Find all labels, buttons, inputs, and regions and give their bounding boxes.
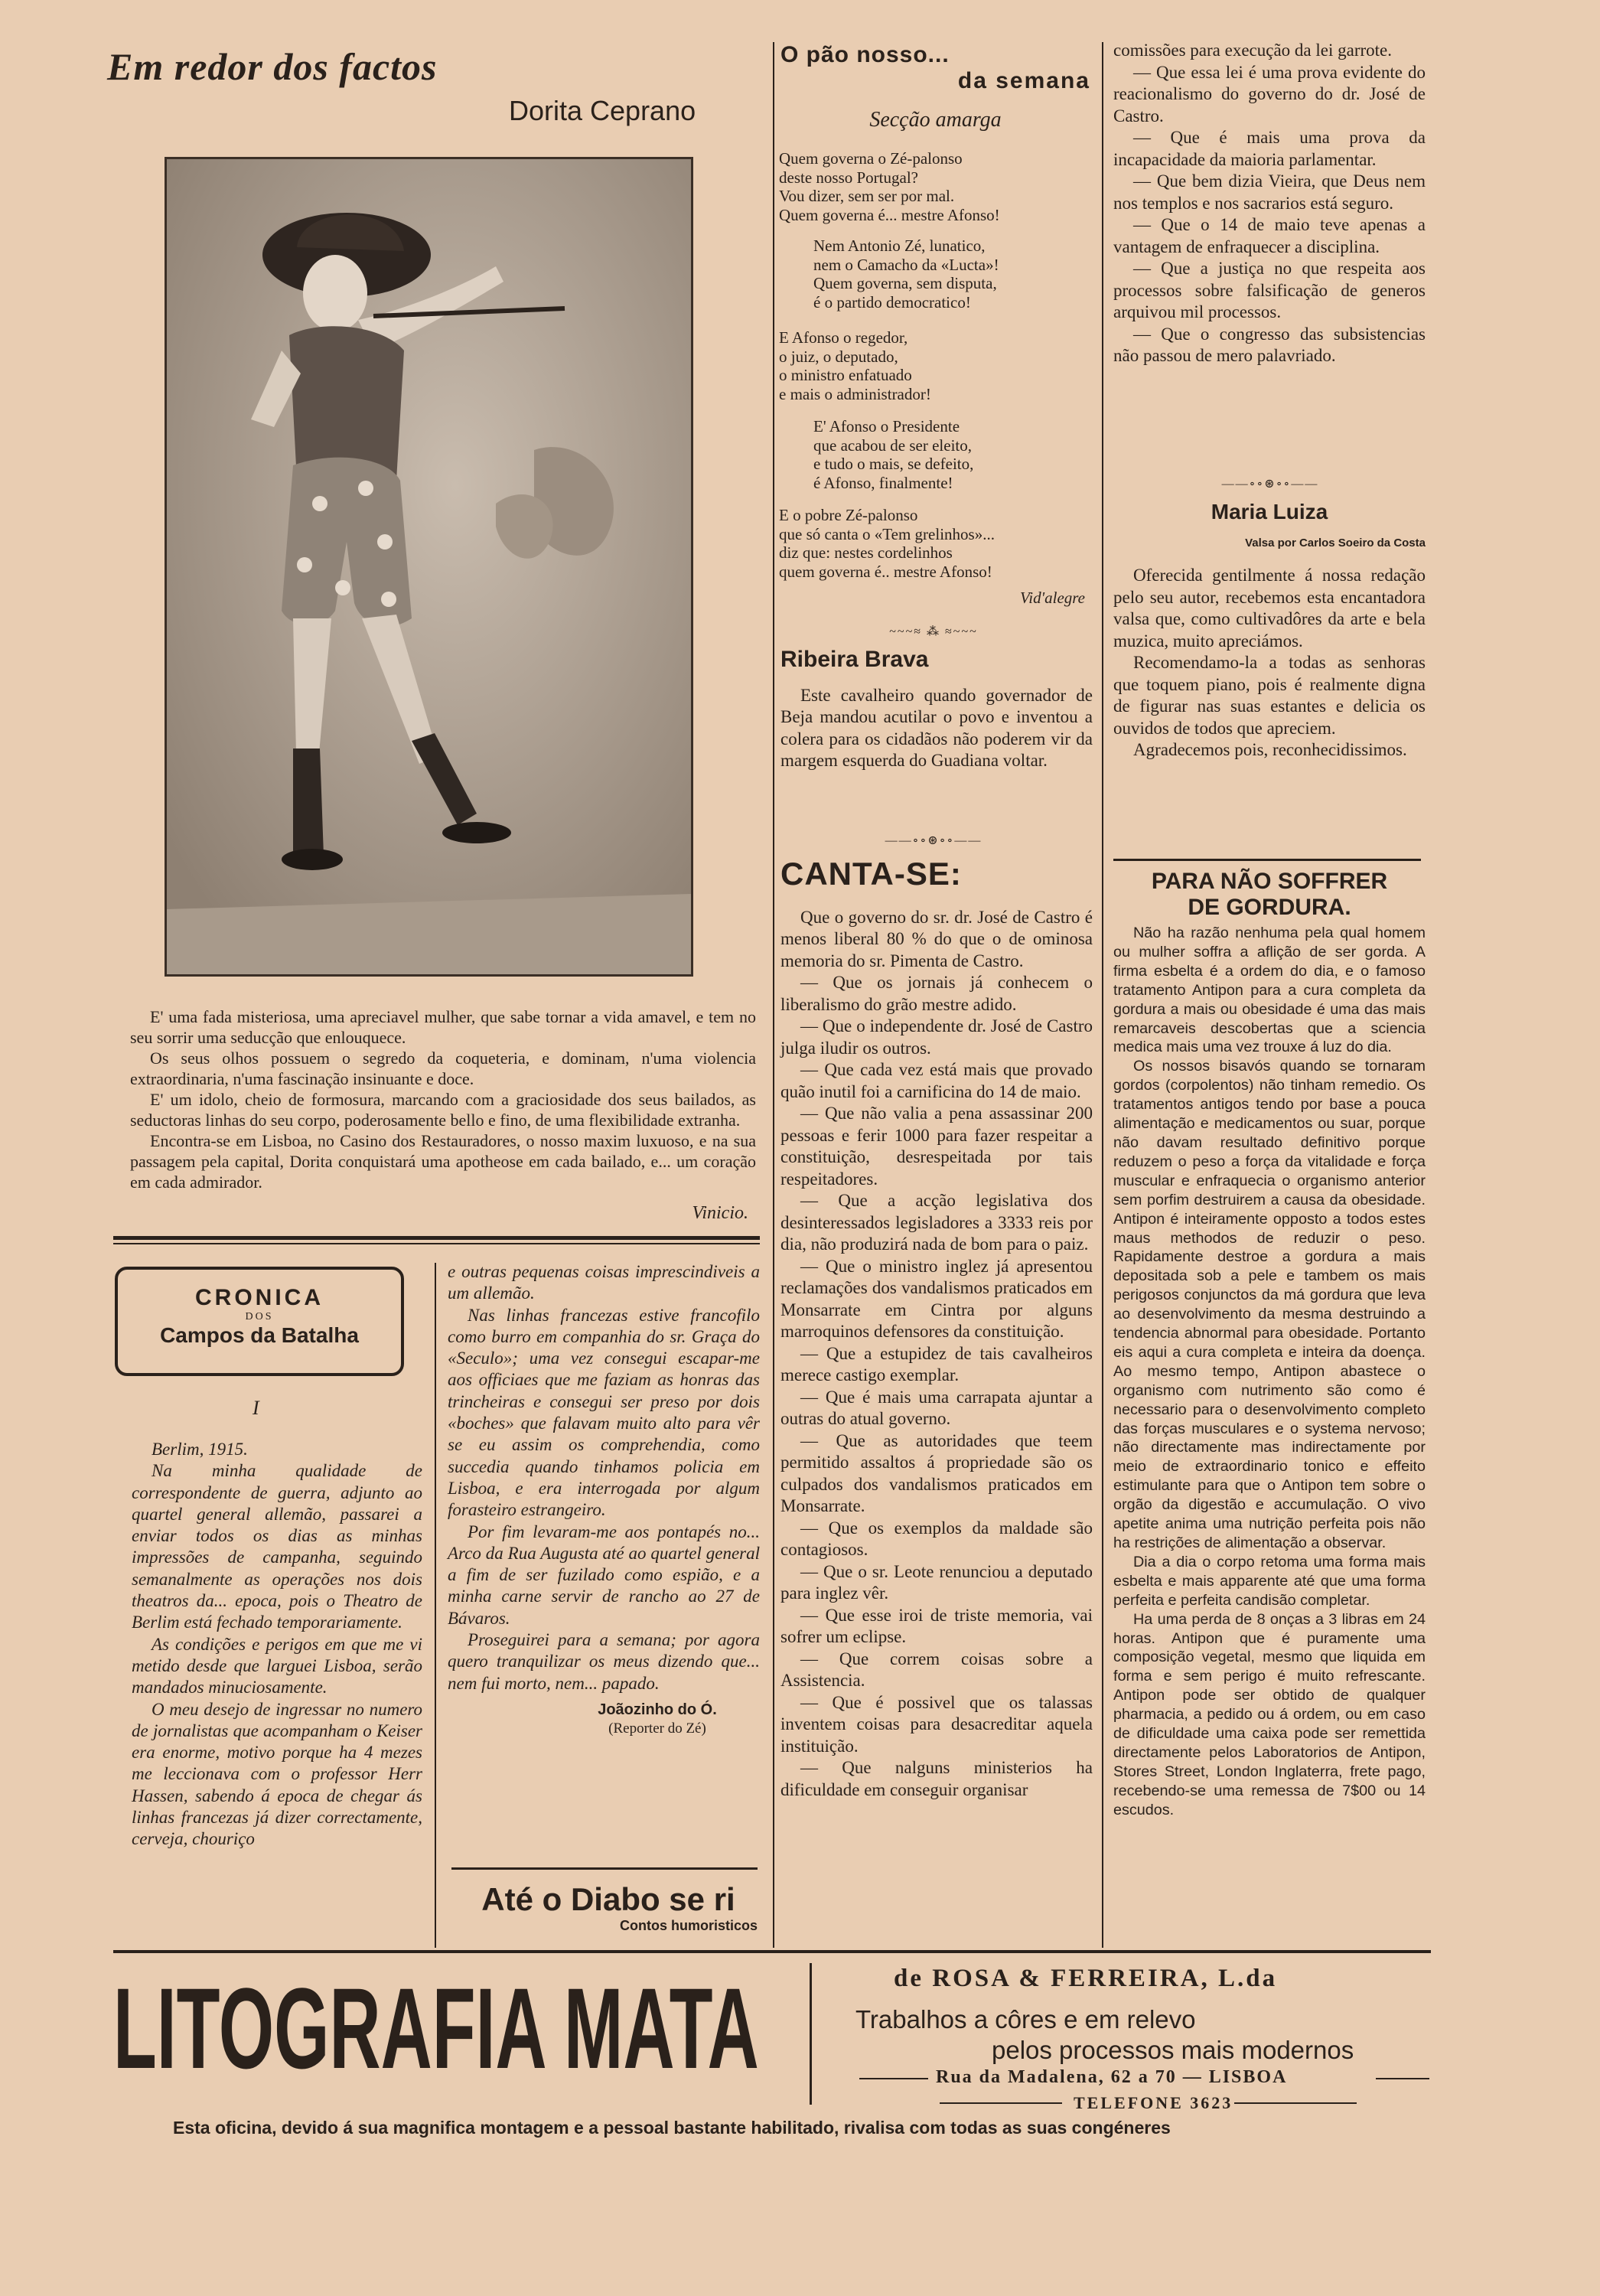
poem-signature: Vid'alegre	[1020, 589, 1085, 607]
article-em-redor	[107, 44, 765, 126]
poem-stanza	[779, 506, 1093, 581]
pao-nosso-subtitle: Secção amarga	[869, 108, 1002, 132]
cronica-paragraph: Por fim levaram-me aos pontapés no... Arco da Rua Augusta até ao quartel general a fim de ser fuzilado como espião, e a minha carne servir de rancho ao 27 de Bávaros.	[448, 1521, 760, 1628]
column-rule	[773, 42, 774, 1948]
ad-footer: Esta oficina, devido á sua magnifica montagem e a pessoal bastante habilitado, rivalisa com todas as suas congéneres	[173, 2118, 1171, 2138]
antipon-ad	[1113, 869, 1426, 1820]
section-rule	[451, 1867, 758, 1870]
antipon-body	[1113, 924, 1426, 1820]
poem-line: E' Afonso o Presidente	[813, 417, 960, 435]
canta-se-title: CANTA-SE:	[780, 856, 962, 892]
maria-luiza-text: Oferecida gentilmente á nossa redação pelo seu autor, recebemos esta encantadora valsa que, como cultivadôres da arte e bela muzica, muito apreciámos.	[1113, 566, 1426, 651]
antipon-paragraph: Ha uma perda de 8 onças a 3 libras em 24 horas. Antipon que é puramente uma composição vegetal, mesmo que liquida em forma e sem perigo é muito refrescante. Antipon pode ser obtido de qualquer pharmacia, a pedido ou á ordem, ou em caso de dificuldade uma caixa pode ser remettida directamente pelos Laboratorios de Antipon, Stores Street, London Inglaterra, frete pago, recebendo-se uma remessa de 7$00 ou 14 escudos.	[1113, 1610, 1426, 1818]
diabo-title: Até o Diabo se ri	[481, 1881, 735, 1917]
canta-se-item: — Que o 14 de maio teve apenas a vantagem de enfraquecer a disciplina.	[1113, 215, 1426, 256]
cronica-paragraph: Na minha qualidade de correspondente de guerra, adjunto ao quartel general allemão, passarei a enviar todos os dias as minhas impressões de campanha, seguindo semanalmente as operações nos dois theatros da... epoca, pois o Theatro de Berlim está fechado temporariamente.	[132, 1461, 422, 1632]
canta-se-item: — Que esse iroi de triste memoria, vai sofrer um eclipse.	[780, 1605, 1093, 1646]
ad-phone-rule	[1234, 2102, 1357, 2104]
poem-line: Quem governa é... mestre Afonso!	[779, 205, 1000, 224]
poem-stanza	[779, 328, 1093, 403]
poem-line: E o pobre Zé-palonso	[779, 506, 918, 524]
cronica-subtitle: Campos da Batalha	[160, 1323, 359, 1347]
canta-se-item: — Que é mais uma carrapata ajuntar a outras do atual governo.	[780, 1387, 1093, 1428]
pao-nosso-poem	[779, 149, 1093, 608]
ornament-divider: ~~~≈ ⁂ ≈~~~	[889, 625, 978, 638]
maria-luiza-title: Maria Luiza	[1211, 500, 1328, 523]
poem-line: é o partido democratico!	[813, 292, 971, 311]
cronica-signature: Joãozinho do Ó.	[598, 1701, 717, 1718]
canta-se-item: — Que a acção legislativa dos desinteressados legisladores a 3333 reis por dia, não produzirá nada de bom para o paiz.	[780, 1191, 1093, 1254]
poem-stanza	[779, 236, 1093, 311]
cronica-header-box	[115, 1267, 404, 1376]
litografia-ad	[113, 1955, 1431, 2193]
maria-luiza-section	[1113, 501, 1426, 762]
maria-luiza-text: Recomendamo-la a todas as senhoras que toquem piano, pois é realmente digna de figurar nas suas estantes e delicia os ouvidos de todos que apreciem.	[1113, 653, 1426, 738]
ad-phone-rule	[940, 2102, 1062, 2104]
poem-stanza	[779, 417, 1093, 492]
caption-paragraph: E' uma fada misteriosa, uma apreciavel mulher, que sabe tornar a vida amavel, e tem no seu sorrir uma seducção que enlouquece.	[130, 1007, 756, 1047]
antipon-paragraph: Dia a dia o corpo retoma uma forma mais esbelta e mais apparente até que uma forma perfeita e perfeita candisão completar.	[1113, 1553, 1426, 1609]
maria-luiza-text: Agradecemos pois, reconhecidissimos.	[1133, 740, 1407, 759]
pao-nosso-section	[777, 42, 1094, 132]
poem-line: deste nosso Portugal?	[779, 168, 918, 187]
canta-se-item: — Que o congresso das subsistencias não passou de mero palavriado.	[1113, 324, 1426, 365]
caption-paragraph: Encontra-se em Lisboa, no Casino dos Restauradores, o nosso maxim luxuoso, e na sua passagem pela capital, Dorita conquistará uma apotheose em cada bailado, e... um coração em cada admirador.	[130, 1131, 756, 1192]
canta-se-item: — Que a estupidez de tais cavalheiros merece castigo exemplar.	[780, 1343, 1093, 1384]
cronica-paragraph: As condições e perigos em que me vi metido desde que larguei Lisboa, serão mandados minuciosamente.	[132, 1634, 422, 1698]
canta-se-item: — Que correm coisas sobre a Assistencia.	[780, 1649, 1093, 1690]
ad-address-rule	[1376, 2078, 1429, 2079]
canta-se-continued	[1113, 40, 1426, 367]
cronica-signature-note: (Reporter do Zé)	[608, 1720, 706, 1737]
cronica-dos: DOS	[245, 1311, 274, 1322]
poem-line: que só canta o «Tem grelinhos»...	[779, 524, 995, 543]
ribeira-brava-section	[780, 649, 1093, 772]
antipon-paragraph: Não ha razão nenhuma pela qual homem ou mulher soffra a aflição de ser gorda. A firma esbelta é a ordem do dia, e o famoso tratamento Antipon para a cura completa da gordura a mais ou obesidade é uma das mais remarcaveis descobertas que a sciencia medica mais uma vez trouxe á luz do dia.	[1113, 925, 1426, 1056]
dancer-photo	[165, 157, 693, 977]
poem-line: o ministro enfatuado	[779, 366, 912, 384]
cronica-paragraph: Proseguirei para a semana; por agora quero tranquilizar os meus dizendo que... nem fui morto, nem... papado.	[448, 1630, 760, 1693]
dancer-illustration	[167, 159, 691, 974]
antipon-paragraph: Os nossos bisavós quando se tornaram gordos (corpolentos) não tinham remedio. Os tratamentos antigos tendo por base a pouca alimentação e medicamentos ou suar, porque não davam resultado definitivo porque reduzem o peso a força da vitalidade e força muscular e enfraquecia o organismo anterior sem porfim destruirem a causa da obesidade. Antipon é inteiramente opposto a todos estes maus methodos de reduzir o peso. Rapidamente destroe a gordura a mais depositada sob a pele e tambem os mais perigosos conjunctos da má gordura que leva ao desenvolvimento da mesma destruindo a tendencia abnormal para obesidade. Portanto eis aqui a cura completa e inteira da doença. Ao mesmo tempo, Antipon abastece o organismo com nutrimento são como é necessario para o desenvolvimento completo das forças musculares e o systema nervoso; não directamente mas indirectamente por meio de extraordinario tonico e effeito estimulante para que o Antipon tem sobre o orgão da digestão e accumulação. O vivo apetite anima uma nutrição perfeita pois não ha restrições de alimentação a observar.	[1113, 1058, 1426, 1551]
antipon-title-line2: DE GORDURA.	[1188, 895, 1351, 920]
canta-se-item: Que o governo do sr. dr. José de Castro é menos liberal 80 % do que o de ominosa memoria do sr. Pimenta de Castro.	[780, 907, 1093, 970]
caption-paragraph: E' um idolo, cheio de formosura, marcando com a graciosidade dos seus bailados, as seductoras linhas do seu corpo, poderosamente bello e fino, de uma flexibilidade extranha.	[130, 1090, 756, 1130]
diabo-section	[451, 1881, 765, 1934]
poem-line: Quem governa o Zé-palonso	[779, 149, 963, 168]
pao-nosso-title: O pão nosso...	[780, 42, 950, 67]
ad-name: LITOGRAFIA MATA	[113, 1964, 759, 2092]
cronica-left-column	[132, 1439, 422, 1851]
poem-line: diz que: nestes cordelinhos	[779, 543, 953, 562]
ribeira-brava-title: Ribeira Brava	[780, 647, 929, 672]
column-rule	[435, 1263, 436, 1948]
ornament-divider: ——∘∘⊛∘∘——	[885, 834, 982, 847]
canta-se-item: — Que o independente dr. José de Castro julga iludir os outros.	[780, 1016, 1093, 1058]
article-title: Em redor dos factos	[107, 45, 438, 88]
section-rule	[113, 1243, 760, 1244]
canta-se-item: comissões para execução da lei garrote.	[1113, 41, 1392, 60]
cronica-numeral: I	[253, 1397, 259, 1419]
poem-line: é Afonso, finalmente!	[813, 473, 953, 492]
poem-line: o juiz, o deputado,	[779, 347, 898, 366]
cronica-paragraph: e outras pequenas coisas imprescindiveis a um allemão.	[448, 1262, 760, 1303]
pao-nosso-title-line2: da semana	[957, 68, 1090, 93]
ad-company: de ROSA & FERREIRA, L.da	[894, 1965, 1278, 1992]
cronica-dateline: Berlim, 1915.	[152, 1440, 248, 1459]
article-caption	[130, 1006, 756, 1224]
poem-line: nem o Camacho da «Lucta»!	[813, 255, 999, 274]
section-rule	[113, 1236, 760, 1240]
canta-se-item: — Que não valia a pena assassinar 200 pessoas e ferir 1000 para fazer respeitar a constituição, desrespeitada por tais respeitadores.	[780, 1104, 1093, 1189]
canta-se-section	[780, 856, 1093, 1801]
ad-phone: TELEFONE 3623	[1074, 2093, 1233, 2112]
maria-luiza-subtitle: Valsa por Carlos Soeiro da Costa	[1245, 536, 1426, 550]
canta-se-item: — Que é mais uma prova da incapacidade da maioria parlamentar.	[1113, 128, 1426, 169]
cronica-paragraph: O meu desejo de ingressar no numero de jornalistas que acompanham o Keiser era enorme, motivo porque ha 4 mezes me leccionava com o professor Herr Hassen, sabendo á epoca de chegar ás linhas francezas já dizer correctamente, cerveja, chouriço	[132, 1699, 422, 1849]
ornament-divider: ——∘∘⊛∘∘——	[1221, 478, 1319, 491]
ad-top-rule	[113, 1950, 1431, 1953]
poem-line: e tudo o mais, se defeito,	[813, 455, 974, 473]
canta-se-item: — Que é possivel que os talassas inventem coisas para desacreditar aquela instituição.	[780, 1692, 1093, 1756]
section-rule	[1113, 859, 1421, 861]
poem-line: Vou dizer, sem ser por mal.	[779, 187, 955, 205]
cronica-title: CRONICA	[195, 1285, 324, 1310]
canta-se-item: — Que os exemplos da maldade são contagiosos.	[780, 1518, 1093, 1559]
ad-line1: Trabalhos a côres e em relevo	[855, 2005, 1196, 2033]
canta-se-item: — Que nalguns ministerios ha dificuldade em conseguir organisar	[780, 1758, 1093, 1799]
article-signature: Vinicio.	[692, 1203, 748, 1223]
ad-address: Rua da Madalena, 62 a 70 — LISBOA	[936, 2067, 1288, 2087]
canta-se-item: — Que os jornais já conhecem o liberalismo do grão mestre adido.	[780, 973, 1093, 1014]
column-rule	[1102, 42, 1103, 1948]
cronica-paragraph: Nas linhas francezas estive francofilo como burro em companhia do sr. Graça do «Seculo»; uma vez consegui escapar-me aos officiaes que me faziam as honras das trincheiras e consegui ser preso por dois «boches» que falavam muito alto para vêr se eu assim os comprehendia, como succedia quando tinhamos policia em Lisboa, e era interrogada por algum forasteiro estrangeiro.	[448, 1305, 760, 1520]
article-subtitle: Dorita Ceprano	[509, 95, 696, 126]
ad-divider	[810, 1963, 812, 2105]
diabo-subtitle: Contos humoristicos	[619, 1918, 758, 1933]
canta-se-item: — Que bem dizia Vieira, que Deus nem nos templos e nos sacrarios está seguro.	[1113, 171, 1426, 213]
poem-line: Quem governa, sem disputa,	[813, 274, 997, 292]
poem-line: e mais o administrador!	[779, 384, 931, 403]
caption-paragraph: Os seus olhos possuem o segredo da coqueteria, e dominam, n'uma violencia extraordinaria, n'uma fascinação insinuante e doce.	[130, 1049, 756, 1088]
canta-se-item: — Que o ministro inglez já apresentou reclamações dos vandalismos praticados em Monsarrate em Cintra por alguns marroquinos defensores da constituição.	[780, 1256, 1093, 1341]
canta-se-item: — Que cada vez está mais que provado quão inutil foi a carnificina do 14 de maio.	[780, 1060, 1093, 1101]
ad-address-rule	[859, 2078, 928, 2079]
poem-line: quem governa é.. mestre Afonso!	[779, 562, 992, 581]
poem-line: Nem Antonio Zé, lunatico,	[813, 236, 986, 255]
poem-line: E Afonso o regedor,	[779, 328, 908, 347]
canta-se-item: — Que o sr. Leote renunciou a deputado para inglez vêr.	[780, 1561, 1093, 1603]
canta-se-item: — Que a justiça no que respeita aos processos sobre falsificação de generos arquivou mil processos.	[1113, 259, 1426, 321]
ad-line2: pelos processos mais modernos	[992, 2036, 1354, 2064]
cronica-right-column	[448, 1261, 760, 1737]
canta-se-item: — Que essa lei é uma prova evidente do reacionalismo do governo do dr. José de Castro.	[1113, 62, 1426, 126]
poem-line: que acabou de ser eleito,	[813, 435, 972, 455]
canta-se-item: — Que as autoridades que teem permitido assaltos á propriedade são os culpados dos vandalismos praticados em Monsarrate.	[780, 1430, 1093, 1515]
antipon-title: PARA NÃO SOFFRER	[1151, 869, 1388, 894]
ribeira-brava-text: Este cavalheiro quando governador de Beja mandou acutilar o povo e inventou a colera para os cidadãos não poderem vir da margem esquerda do Guadiana voltar.	[780, 685, 1093, 770]
poem-stanza	[779, 149, 1093, 224]
